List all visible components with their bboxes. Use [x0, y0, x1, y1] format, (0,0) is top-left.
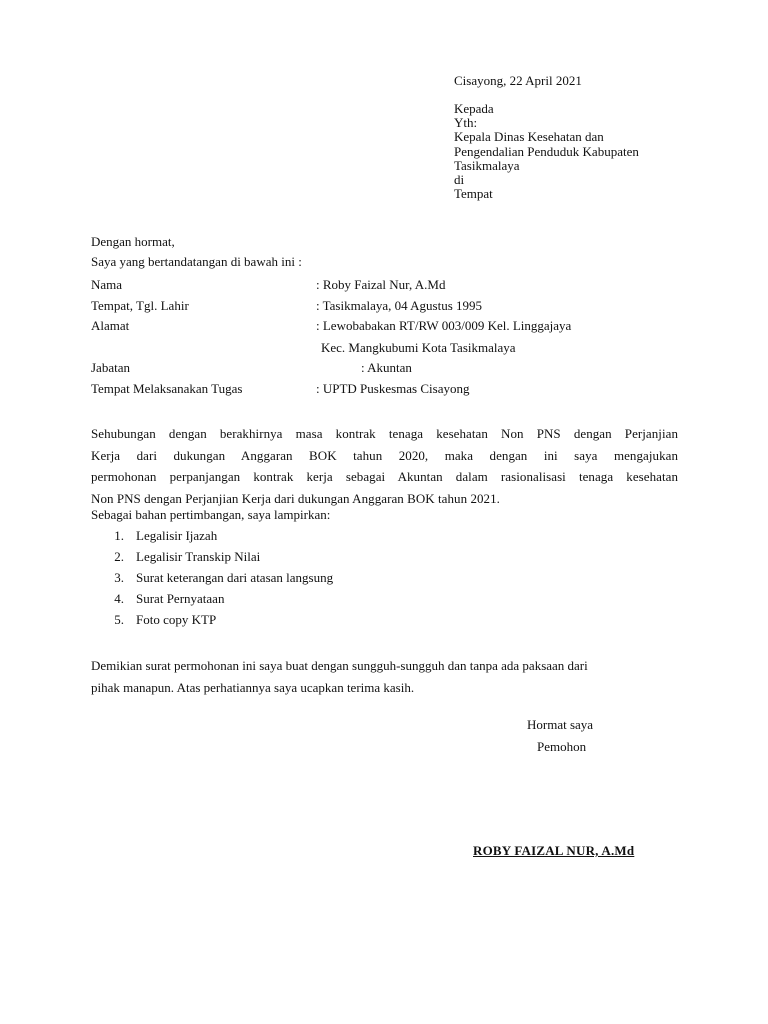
- recipient-block: [454, 102, 639, 201]
- body-line: permohonan perpanjangan kontrak kerja sebagai Akuntan dalam rasionalisasi tenaga kesehatan: [91, 469, 678, 484]
- identity-row-name: [91, 277, 691, 293]
- list-item-number: 2.: [114, 549, 124, 564]
- recipient-line: Tempat: [454, 186, 493, 202]
- list-item-text: Legalisir Transkip Nilai: [136, 549, 261, 564]
- list-item-text: Foto copy KTP: [136, 612, 217, 627]
- address-value: : Lewobabakan RT/RW 003/009 Kel. Linggajaya: [316, 318, 572, 333]
- list-item-number: 3.: [114, 570, 124, 585]
- identity-row-address-2: [91, 340, 691, 356]
- regards-text: Hormat saya: [527, 717, 594, 732]
- address-value-continued: Kec. Mangkubumi Kota Tasikmalaya: [321, 340, 516, 355]
- birth-value: : Tasikmalaya, 04 Agustus 1995: [316, 298, 483, 313]
- list-item-number: 1.: [114, 528, 124, 543]
- recipient-line: di: [454, 172, 465, 188]
- intro-line: Saya yang bertandatangan di bawah ini :: [91, 254, 302, 269]
- closing-line: Demikian surat permohonan ini saya buat dengan sungguh-sungguh dan tanpa ada paksaan dari: [91, 658, 588, 673]
- workplace-label: Tempat Melaksanakan Tugas: [91, 381, 243, 396]
- name-value: : Roby Faizal Nur, A.Md: [316, 277, 446, 292]
- consideration-line: Sebagai bahan pertimbangan, saya lampirkan:: [91, 507, 331, 522]
- body-line: Non PNS dengan Perjanjian Kerja dari dukungan Anggaran BOK tahun 2021.: [91, 490, 500, 506]
- greeting: Dengan hormat,: [91, 234, 175, 249]
- body-line: Kerja dari dukungan Anggaran BOK tahun 2020, maka dengan ini saya mengajukan: [91, 447, 678, 463]
- position-label: Jabatan: [91, 360, 130, 375]
- identity-row-birth: [91, 298, 691, 314]
- list-item-text: Surat Pernyataan: [136, 591, 225, 606]
- address-label: Alamat: [91, 318, 130, 333]
- name-label: Nama: [91, 277, 123, 292]
- recipient-line: Yth:: [454, 115, 478, 131]
- signer-name: ROBY FAIZAL NUR, A.Md: [473, 843, 635, 858]
- body-paragraph: [91, 423, 678, 509]
- closing-paragraph: [91, 655, 681, 699]
- recipient-line: Kepala Dinas Kesehatan dan: [454, 129, 604, 145]
- body-line: Sehubungan dengan berakhirnya masa kontrak tenaga kesehatan Non PNS dengan Perjanjian: [91, 426, 678, 441]
- identity-row-workplace: [91, 381, 691, 397]
- list-item-text: Legalisir Ijazah: [136, 528, 218, 543]
- position-value: : Akuntan: [361, 360, 412, 375]
- recipient-line: Pengendalian Penduduk Kabupaten: [454, 143, 639, 159]
- letter-date: Cisayong, 22 April 2021: [454, 73, 582, 88]
- identity-row-address: [91, 318, 691, 334]
- applicant-role: Pemohon: [537, 739, 587, 754]
- list-item-number: 4.: [114, 591, 124, 606]
- recipient-line: Tasikmalaya: [454, 157, 520, 173]
- identity-row-position: [91, 360, 691, 376]
- list-item-number: 5.: [114, 612, 124, 627]
- workplace-value: : UPTD Puskesmas Cisayong: [316, 381, 470, 396]
- closing-line: pihak manapun. Atas perhatiannya saya ucapkan terima kasih.: [91, 680, 415, 695]
- birth-label: Tempat, Tgl. Lahir: [91, 298, 189, 313]
- recipient-line: Kepada: [454, 101, 494, 116]
- list-item-text: Surat keterangan dari atasan langsung: [136, 570, 334, 585]
